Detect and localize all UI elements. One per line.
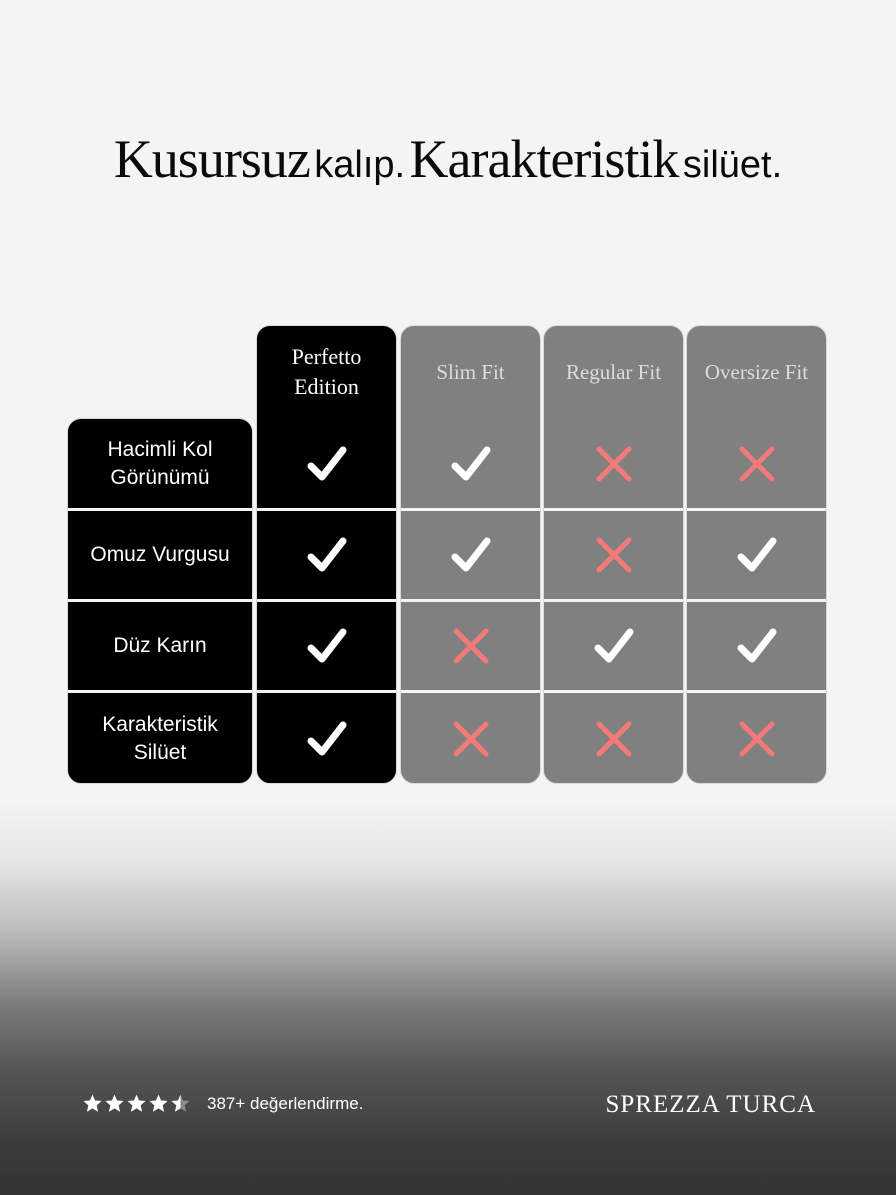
check-icon <box>401 419 540 508</box>
column-header-perfetto-edition: Perfetto Edition <box>291 344 362 399</box>
cross-icon <box>544 693 683 784</box>
star-icon <box>82 1093 103 1114</box>
cross-icon <box>687 419 826 508</box>
star-icon <box>104 1093 125 1114</box>
headline-part-1: Kusursuz <box>113 129 310 189</box>
column-slim-fit <box>400 325 541 784</box>
column-header-oversize-fit: Oversize Fit <box>704 360 809 384</box>
cross-icon <box>401 693 540 784</box>
column-regular-fit <box>543 325 684 784</box>
column-header-slim-fit: Slim Fit <box>436 360 505 384</box>
cross-icon <box>544 419 683 508</box>
check-icon <box>544 602 683 690</box>
headline-part-3: Karakteristik <box>409 129 679 189</box>
cross-icon <box>687 693 826 784</box>
check-icon <box>687 602 826 690</box>
check-icon <box>687 511 826 599</box>
row-label-2: Omuz Vurgusu <box>90 543 230 566</box>
column-perfetto-edition <box>256 325 397 784</box>
cross-icon <box>544 511 683 599</box>
headline-part-4: silüet. <box>682 144 783 186</box>
column-header-regular-fit: Regular Fit <box>565 360 662 384</box>
feature-label-column <box>67 418 253 784</box>
star-icon <box>126 1093 147 1114</box>
headline-part-2: kalıp. <box>314 144 406 186</box>
brand-logo: SPREZZA TURCA <box>605 1091 816 1118</box>
check-icon <box>401 511 540 599</box>
check-icon <box>257 419 396 508</box>
row-label-1: Hacimli Kol Görünümü <box>107 437 213 489</box>
star-icon <box>170 1093 191 1114</box>
check-icon <box>257 511 396 599</box>
headline <box>0 128 896 190</box>
rating-summary <box>82 1093 363 1114</box>
column-oversize-fit <box>686 325 827 784</box>
rating-stars <box>82 1093 191 1114</box>
review-count: 387+ değerlendirme. <box>207 1093 364 1113</box>
check-icon <box>257 602 396 690</box>
cross-icon <box>401 602 540 690</box>
check-icon <box>257 693 396 784</box>
star-icon <box>148 1093 169 1114</box>
row-label-3: Düz Karın <box>113 634 207 657</box>
row-label-4: Karakteristik Silüet <box>102 713 218 764</box>
